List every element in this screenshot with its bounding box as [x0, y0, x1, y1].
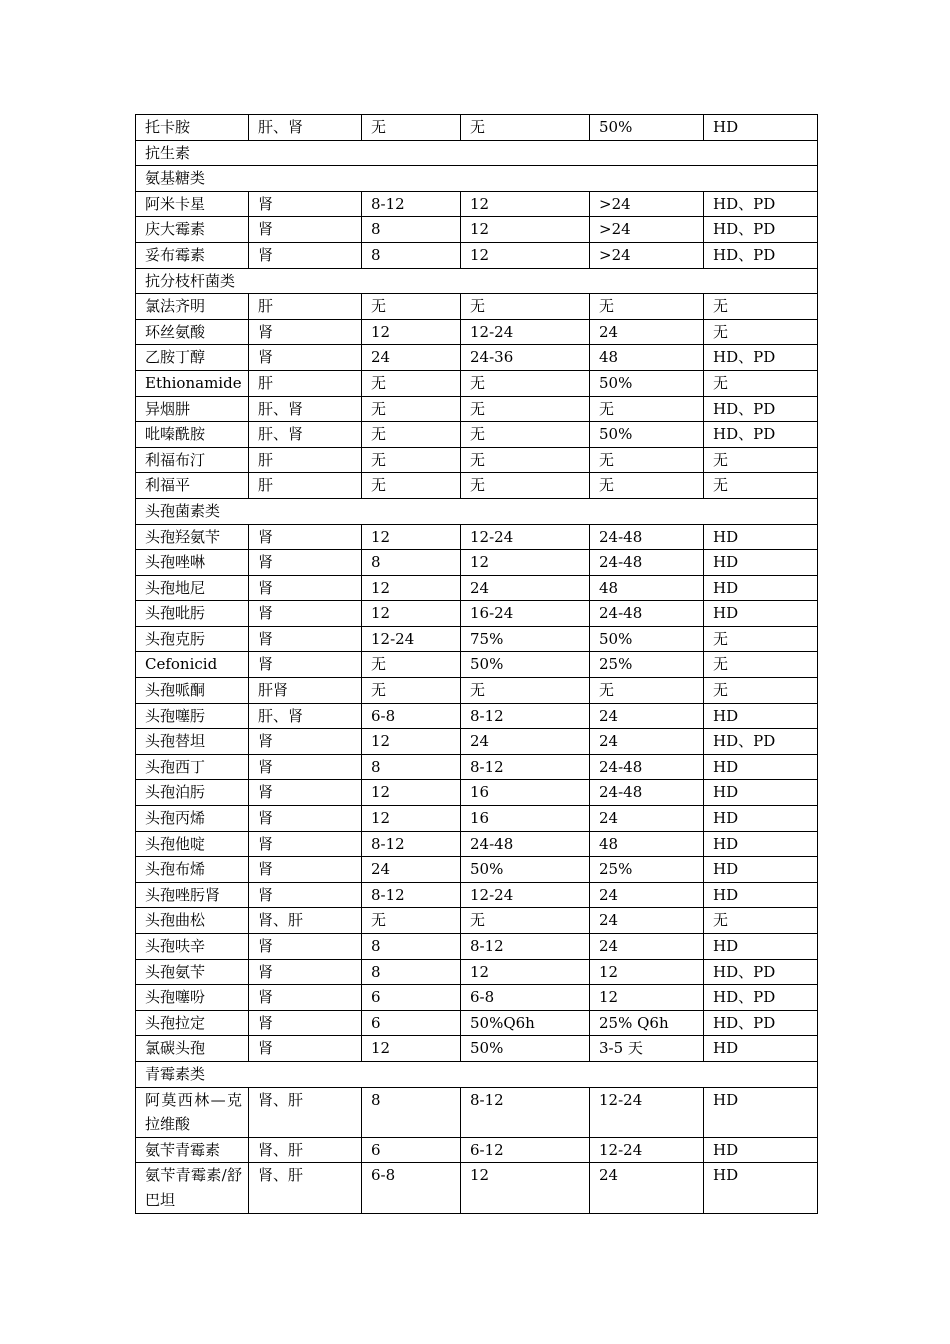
interval-mild-cell: 无 [362, 908, 461, 934]
interval-mild-cell: 12 [362, 601, 461, 627]
interval-moderate-cell: 24-36 [461, 345, 590, 371]
interval-severe-cell: >24 [590, 217, 704, 243]
drug-name-cell: 头孢噻肟 [136, 703, 249, 729]
interval-severe-cell: 24 [590, 1163, 704, 1213]
interval-severe-cell: 无 [590, 447, 704, 473]
interval-severe-cell: 50% [590, 626, 704, 652]
dialysis-cell: 无 [704, 319, 818, 345]
dialysis-cell: HD [704, 575, 818, 601]
elimination-route-cell: 肾 [249, 1036, 362, 1062]
interval-mild-cell: 12 [362, 319, 461, 345]
interval-severe-cell: 24 [590, 908, 704, 934]
interval-moderate-cell: 12-24 [461, 882, 590, 908]
dialysis-cell: 无 [704, 908, 818, 934]
interval-severe-cell: 50% [590, 115, 704, 141]
table-row [136, 652, 818, 678]
table-row [136, 1010, 818, 1036]
interval-moderate-cell: 无 [461, 422, 590, 448]
elimination-route-cell: 肾 [249, 754, 362, 780]
interval-mild-cell: 6 [362, 985, 461, 1011]
interval-moderate-cell: 无 [461, 908, 590, 934]
section-header-row [136, 268, 818, 294]
dialysis-cell: HD [704, 806, 818, 832]
elimination-route-cell: 肾 [249, 959, 362, 985]
interval-mild-cell: 12 [362, 729, 461, 755]
interval-mild-cell: 8 [362, 959, 461, 985]
interval-moderate-cell: 16 [461, 780, 590, 806]
table-row [136, 294, 818, 320]
section-label: 抗分枝杆菌类 [136, 268, 818, 294]
interval-severe-cell: 24-48 [590, 754, 704, 780]
elimination-route-cell: 肝、肾 [249, 115, 362, 141]
dialysis-cell: HD、PD [704, 1010, 818, 1036]
elimination-route-cell: 肾 [249, 831, 362, 857]
dialysis-cell: HD、PD [704, 959, 818, 985]
drug-name-cell: 头孢曲松 [136, 908, 249, 934]
dialysis-cell: 无 [704, 447, 818, 473]
interval-mild-cell: 24 [362, 857, 461, 883]
interval-moderate-cell: 12 [461, 217, 590, 243]
elimination-route-cell: 肾 [249, 601, 362, 627]
dialysis-cell: HD [704, 601, 818, 627]
interval-moderate-cell: 12 [461, 550, 590, 576]
interval-severe-cell: 12 [590, 985, 704, 1011]
interval-mild-cell: 8-12 [362, 882, 461, 908]
interval-mild-cell: 8 [362, 242, 461, 268]
interval-moderate-cell: 无 [461, 115, 590, 141]
table-row [136, 985, 818, 1011]
interval-mild-cell: 12 [362, 780, 461, 806]
dialysis-cell: HD、PD [704, 396, 818, 422]
drug-name-cell: 头孢呋辛 [136, 934, 249, 960]
interval-moderate-cell: 12 [461, 191, 590, 217]
interval-moderate-cell: 50% [461, 1036, 590, 1062]
section-label: 青霉素类 [136, 1061, 818, 1087]
interval-severe-cell: 无 [590, 678, 704, 704]
interval-severe-cell: 无 [590, 294, 704, 320]
interval-moderate-cell: 8-12 [461, 934, 590, 960]
dialysis-cell: HD、PD [704, 985, 818, 1011]
dialysis-cell: 无 [704, 370, 818, 396]
drug-name-cell: 氨苄青霉素/舒巴坦 [136, 1163, 249, 1213]
interval-moderate-cell: 50% [461, 857, 590, 883]
elimination-route-cell: 肾 [249, 242, 362, 268]
elimination-route-cell: 肾、肝 [249, 908, 362, 934]
interval-moderate-cell: 无 [461, 678, 590, 704]
interval-mild-cell: 8 [362, 754, 461, 780]
drug-name-cell: 头孢噻吩 [136, 985, 249, 1011]
interval-severe-cell: 12 [590, 959, 704, 985]
table-row [136, 575, 818, 601]
dialysis-cell: HD [704, 754, 818, 780]
interval-mild-cell: 6 [362, 1137, 461, 1163]
elimination-route-cell: 肾 [249, 319, 362, 345]
interval-moderate-cell: 75% [461, 626, 590, 652]
table-row [136, 550, 818, 576]
drug-name-cell: Cefonicid [136, 652, 249, 678]
interval-severe-cell: 24 [590, 882, 704, 908]
table-row [136, 370, 818, 396]
interval-severe-cell: >24 [590, 191, 704, 217]
dialysis-cell: HD [704, 857, 818, 883]
interval-mild-cell: 无 [362, 115, 461, 141]
interval-mild-cell: 12 [362, 806, 461, 832]
interval-mild-cell: 12 [362, 524, 461, 550]
interval-mild-cell: 24 [362, 345, 461, 371]
elimination-route-cell: 肝、肾 [249, 422, 362, 448]
elimination-route-cell: 肝 [249, 370, 362, 396]
table-row [136, 524, 818, 550]
table-row [136, 217, 818, 243]
table-row [136, 959, 818, 985]
interval-moderate-cell: 12-24 [461, 319, 590, 345]
elimination-route-cell: 肾 [249, 882, 362, 908]
interval-mild-cell: 无 [362, 652, 461, 678]
dialysis-cell: HD [704, 882, 818, 908]
elimination-route-cell: 肾 [249, 934, 362, 960]
drug-name-cell: 吡嗪酰胺 [136, 422, 249, 448]
interval-mild-cell: 无 [362, 396, 461, 422]
drug-name-cell: 氯碳头孢 [136, 1036, 249, 1062]
dialysis-cell: HD、PD [704, 729, 818, 755]
interval-severe-cell: 24-48 [590, 550, 704, 576]
elimination-route-cell: 肾 [249, 217, 362, 243]
dialysis-cell: HD、PD [704, 242, 818, 268]
section-header-row [136, 140, 818, 166]
interval-severe-cell: 48 [590, 831, 704, 857]
table-row [136, 422, 818, 448]
drug-name-cell: 头孢唑肟肾 [136, 882, 249, 908]
drug-name-cell: 头孢他啶 [136, 831, 249, 857]
drug-name-cell: 氯法齐明 [136, 294, 249, 320]
dialysis-cell: HD [704, 780, 818, 806]
interval-severe-cell: 24 [590, 703, 704, 729]
interval-mild-cell: 无 [362, 294, 461, 320]
elimination-route-cell: 肾 [249, 550, 362, 576]
drug-name-cell: Ethionamide [136, 370, 249, 396]
table-row [136, 473, 818, 499]
drug-name-cell: 阿米卡星 [136, 191, 249, 217]
elimination-route-cell: 肾 [249, 652, 362, 678]
elimination-route-cell: 肾 [249, 524, 362, 550]
interval-severe-cell: 12-24 [590, 1087, 704, 1137]
table-row [136, 1163, 818, 1213]
interval-moderate-cell: 16 [461, 806, 590, 832]
dialysis-cell: HD、PD [704, 345, 818, 371]
interval-mild-cell: 8 [362, 1087, 461, 1137]
drug-name-cell: 阿莫西林—克拉维酸 [136, 1087, 249, 1137]
section-label: 抗生素 [136, 140, 818, 166]
interval-mild-cell: 12-24 [362, 626, 461, 652]
elimination-route-cell: 肾 [249, 806, 362, 832]
drug-name-cell: 头孢地尼 [136, 575, 249, 601]
interval-moderate-cell: 无 [461, 294, 590, 320]
drug-name-cell: 头孢拉定 [136, 1010, 249, 1036]
dialysis-cell: 无 [704, 652, 818, 678]
interval-moderate-cell: 无 [461, 473, 590, 499]
elimination-route-cell: 肝 [249, 473, 362, 499]
interval-moderate-cell: 12-24 [461, 524, 590, 550]
elimination-route-cell: 肾 [249, 780, 362, 806]
interval-mild-cell: 6 [362, 1010, 461, 1036]
drug-name-cell: 头孢西丁 [136, 754, 249, 780]
table-row [136, 1137, 818, 1163]
elimination-route-cell: 肾 [249, 857, 362, 883]
section-label: 氨基糖类 [136, 166, 818, 192]
interval-mild-cell: 8-12 [362, 191, 461, 217]
elimination-route-cell: 肝 [249, 447, 362, 473]
interval-moderate-cell: 8-12 [461, 703, 590, 729]
interval-severe-cell: 50% [590, 422, 704, 448]
interval-severe-cell: 25% [590, 857, 704, 883]
drug-name-cell: 异烟肼 [136, 396, 249, 422]
dialysis-cell: HD [704, 115, 818, 141]
interval-mild-cell: 8 [362, 217, 461, 243]
elimination-route-cell: 肾 [249, 985, 362, 1011]
elimination-route-cell: 肾 [249, 575, 362, 601]
table-body [136, 115, 818, 1214]
interval-moderate-cell: 8-12 [461, 754, 590, 780]
interval-mild-cell: 无 [362, 473, 461, 499]
table-row [136, 729, 818, 755]
dialysis-cell: HD、PD [704, 422, 818, 448]
interval-mild-cell: 6-8 [362, 1163, 461, 1213]
interval-mild-cell: 12 [362, 1036, 461, 1062]
dialysis-cell: HD [704, 1163, 818, 1213]
elimination-route-cell: 肝 [249, 294, 362, 320]
drug-name-cell: 氨苄青霉素 [136, 1137, 249, 1163]
interval-severe-cell: 3-5 天 [590, 1036, 704, 1062]
table-row [136, 1087, 818, 1137]
drug-name-cell: 妥布霉素 [136, 242, 249, 268]
elimination-route-cell: 肾 [249, 345, 362, 371]
drug-name-cell: 环丝氨酸 [136, 319, 249, 345]
table-row [136, 345, 818, 371]
table-row [136, 857, 818, 883]
drug-name-cell: 乙胺丁醇 [136, 345, 249, 371]
drug-name-cell: 利福平 [136, 473, 249, 499]
interval-mild-cell: 8 [362, 934, 461, 960]
dialysis-cell: HD [704, 1087, 818, 1137]
interval-moderate-cell: 16-24 [461, 601, 590, 627]
dialysis-cell: HD [704, 550, 818, 576]
interval-severe-cell: 24-48 [590, 601, 704, 627]
dialysis-cell: HD [704, 934, 818, 960]
interval-moderate-cell: 50% [461, 652, 590, 678]
table-row [136, 626, 818, 652]
interval-moderate-cell: 无 [461, 370, 590, 396]
dialysis-cell: 无 [704, 678, 818, 704]
interval-moderate-cell: 50%Q6h [461, 1010, 590, 1036]
drug-name-cell: 利福布汀 [136, 447, 249, 473]
table-row [136, 601, 818, 627]
interval-severe-cell: 24 [590, 806, 704, 832]
dialysis-cell: HD [704, 831, 818, 857]
interval-severe-cell: 25% Q6h [590, 1010, 704, 1036]
interval-moderate-cell: 24-48 [461, 831, 590, 857]
interval-severe-cell: 24-48 [590, 524, 704, 550]
section-label: 头孢菌素类 [136, 498, 818, 524]
interval-moderate-cell: 6-8 [461, 985, 590, 1011]
drug-name-cell: 头孢唑啉 [136, 550, 249, 576]
interval-mild-cell: 6-8 [362, 703, 461, 729]
dialysis-cell: HD、PD [704, 191, 818, 217]
interval-severe-cell: 25% [590, 652, 704, 678]
drug-name-cell: 头孢克肟 [136, 626, 249, 652]
section-header-row [136, 498, 818, 524]
table-row [136, 780, 818, 806]
interval-severe-cell: 24 [590, 934, 704, 960]
interval-moderate-cell: 24 [461, 575, 590, 601]
drug-name-cell: 庆大霉素 [136, 217, 249, 243]
section-header-row [136, 166, 818, 192]
interval-severe-cell: 48 [590, 345, 704, 371]
drug-name-cell: 头孢吡肟 [136, 601, 249, 627]
interval-mild-cell: 无 [362, 447, 461, 473]
drug-name-cell: 头孢布烯 [136, 857, 249, 883]
dialysis-cell: HD [704, 1036, 818, 1062]
drug-name-cell: 头孢氨苄 [136, 959, 249, 985]
drug-dosing-table [135, 114, 818, 1214]
interval-moderate-cell: 无 [461, 447, 590, 473]
interval-mild-cell: 无 [362, 678, 461, 704]
elimination-route-cell: 肾、肝 [249, 1163, 362, 1213]
interval-moderate-cell: 12 [461, 242, 590, 268]
dialysis-cell: 无 [704, 626, 818, 652]
interval-mild-cell: 无 [362, 370, 461, 396]
table-row [136, 908, 818, 934]
dialysis-cell: HD [704, 524, 818, 550]
table-row [136, 1036, 818, 1062]
dialysis-cell: HD [704, 703, 818, 729]
elimination-route-cell: 肝、肾 [249, 396, 362, 422]
dialysis-cell: 无 [704, 473, 818, 499]
drug-name-cell: 头孢羟氨苄 [136, 524, 249, 550]
interval-severe-cell: 无 [590, 473, 704, 499]
section-header-row [136, 1061, 818, 1087]
elimination-route-cell: 肾 [249, 729, 362, 755]
elimination-route-cell: 肾 [249, 626, 362, 652]
table-row [136, 678, 818, 704]
interval-severe-cell: 24 [590, 729, 704, 755]
interval-moderate-cell: 8-12 [461, 1087, 590, 1137]
table-row [136, 703, 818, 729]
table-row [136, 934, 818, 960]
drug-name-cell: 头孢替坦 [136, 729, 249, 755]
elimination-route-cell: 肝、肾 [249, 703, 362, 729]
interval-mild-cell: 8 [362, 550, 461, 576]
interval-severe-cell: >24 [590, 242, 704, 268]
drug-name-cell: 头孢丙烯 [136, 806, 249, 832]
table-row [136, 242, 818, 268]
interval-moderate-cell: 6-12 [461, 1137, 590, 1163]
table-row [136, 882, 818, 908]
drug-name-cell: 头孢泊肟 [136, 780, 249, 806]
elimination-route-cell: 肾 [249, 1010, 362, 1036]
interval-severe-cell: 12-24 [590, 1137, 704, 1163]
interval-severe-cell: 24 [590, 319, 704, 345]
elimination-route-cell: 肝肾 [249, 678, 362, 704]
interval-moderate-cell: 24 [461, 729, 590, 755]
interval-severe-cell: 24-48 [590, 780, 704, 806]
interval-mild-cell: 8-12 [362, 831, 461, 857]
interval-severe-cell: 50% [590, 370, 704, 396]
dialysis-cell: 无 [704, 294, 818, 320]
interval-moderate-cell: 12 [461, 1163, 590, 1213]
elimination-route-cell: 肾 [249, 191, 362, 217]
dialysis-cell: HD、PD [704, 217, 818, 243]
dialysis-cell: HD [704, 1137, 818, 1163]
table-row [136, 806, 818, 832]
table-row [136, 115, 818, 141]
interval-moderate-cell: 无 [461, 396, 590, 422]
interval-severe-cell: 无 [590, 396, 704, 422]
elimination-route-cell: 肾、肝 [249, 1087, 362, 1137]
table-row [136, 319, 818, 345]
table-row [136, 396, 818, 422]
interval-mild-cell: 无 [362, 422, 461, 448]
table-row [136, 831, 818, 857]
interval-severe-cell: 48 [590, 575, 704, 601]
interval-moderate-cell: 12 [461, 959, 590, 985]
table-row [136, 191, 818, 217]
elimination-route-cell: 肾、肝 [249, 1137, 362, 1163]
interval-mild-cell: 12 [362, 575, 461, 601]
table-row [136, 447, 818, 473]
table-row [136, 754, 818, 780]
drug-name-cell: 头孢哌酮 [136, 678, 249, 704]
drug-name-cell: 托卡胺 [136, 115, 249, 141]
